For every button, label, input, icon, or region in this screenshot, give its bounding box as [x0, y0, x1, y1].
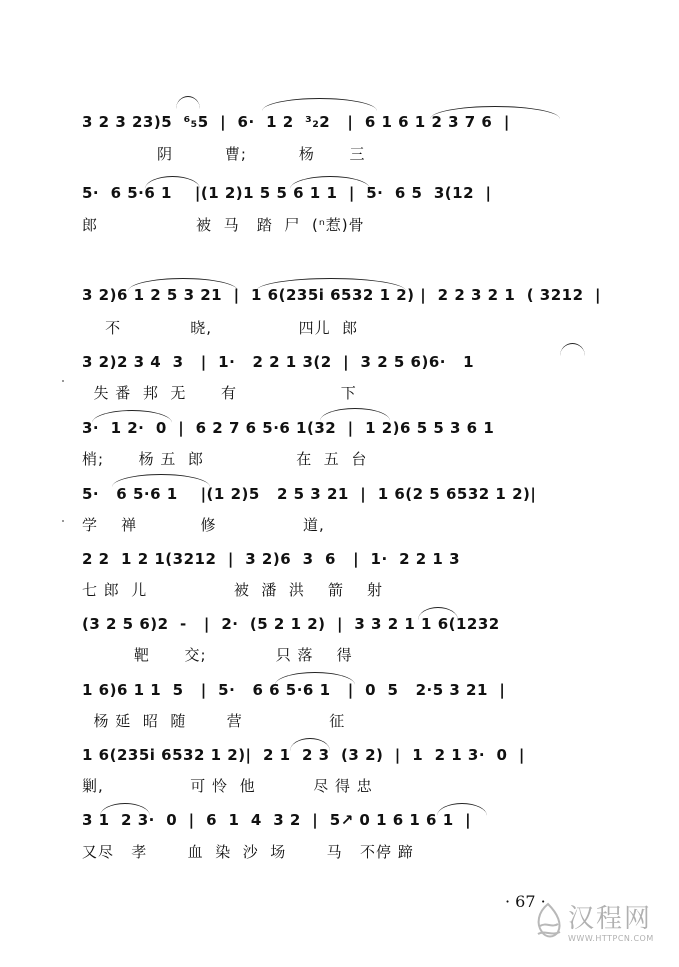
notation-line: (3 2 5 6)2 - | 2· (5 2 1 2) | 3 3 2 1 1 6(1232: [82, 615, 500, 633]
notation-line: 3 2)6 1 2 5 3 21 | 1 6(235i 6532 1 2) | 2 2 3 2 1 ( 3212 |: [82, 286, 601, 304]
lyrics-line: 郎 被 马 踏 尸 (ⁿ惹)骨: [82, 216, 365, 234]
slur: [92, 410, 172, 423]
score-row-7: [82, 549, 602, 599]
slur: [145, 176, 200, 189]
watermark-logo-icon: [532, 902, 564, 942]
notation-line: 3 1 2 3· 0 | 6 1 4 3 2 | 5↗ 0 1 6 1 6 1 |: [82, 811, 472, 829]
score-row-10: [82, 745, 602, 795]
slur: [430, 106, 560, 119]
lyrics-line: 杨 延 昭 随 营 征: [82, 712, 346, 730]
margin-mark: [62, 380, 64, 382]
notation-line: 2 2 1 2 1(3212 | 3 2)6 3 6 | 1· 2 2 1 3: [82, 550, 461, 568]
lyrics-line: 又尽 孝 血 染 沙 场 马 不停 蹄: [82, 843, 414, 861]
slur: [176, 96, 200, 109]
page-number: · 67 ·: [505, 892, 546, 911]
notation-line: 3 2 3 23)5 ⁶₅5 | 6· 1 2 ³₂2 | 6 1 6 1 2 3 7 6 |: [82, 113, 510, 131]
watermark: [532, 898, 662, 950]
watermark-url: WWW.HTTPCN.COM: [568, 934, 654, 943]
notation-line: 5· 6 5·6 1 |(1 2)5 2 5 3 21 | 1 6(2 5 6532 1 2)|: [82, 485, 537, 503]
margin-mark: [62, 520, 64, 522]
slur: [112, 474, 210, 487]
lyrics-line: 不 晓, 四儿 郎: [82, 319, 359, 337]
slur: [128, 278, 238, 291]
score-row-6: [82, 484, 602, 534]
slur: [275, 672, 355, 685]
lyrics-line: 梢; 杨 五 郎 在 五 台: [82, 450, 368, 468]
notation-line: 5· 6 5·6 1 |(1 2)1 5 5 6 1 1 | 5· 6 5 3(12 |: [82, 184, 492, 202]
slur: [560, 343, 585, 356]
lyrics-line: 失 番 邦 无 有 下: [82, 384, 357, 402]
score-row-4: [82, 352, 602, 402]
notation-line: 3· 1 2· 0 | 6 2 7 6 5·6 1(32 | 1 2)6 5 5 3 6 1: [82, 419, 495, 437]
score-row-8: [82, 614, 602, 664]
slur: [290, 738, 330, 751]
notation-line: 1 6)6 1 1 5 | 5· 6 6 5·6 1 | 0 5 2·5 3 21 |: [82, 681, 506, 699]
slur: [262, 98, 377, 111]
slur: [437, 803, 487, 816]
lyrics-line: 七 郎 儿 被 潘 洪 箭 射: [82, 581, 384, 599]
notation-line: 3 2)2 3 4 3 | 1· 2 2 1 3(2 | 3 2 5 6)6· 1: [82, 353, 475, 371]
lyrics-line: 学 禅 修 道,: [82, 516, 325, 534]
slur: [320, 408, 390, 421]
slur: [418, 607, 458, 620]
lyrics-line: 靶 交; 只 落 得: [82, 646, 353, 664]
slur: [256, 278, 406, 291]
watermark-text: 汉程网: [568, 904, 653, 934]
lyrics-line: 剿, 可 怜 他 尽 得 忠: [82, 777, 373, 795]
slur: [100, 803, 150, 816]
notation-line: 1 6(235i 6532 1 2)| 2 1 2 3 (3 2) | 1 2 1 3· 0 |: [82, 746, 525, 764]
slur: [290, 176, 370, 189]
lyrics-line: 阴 曹; 杨 三: [82, 145, 366, 163]
score-row-11: [82, 810, 602, 861]
